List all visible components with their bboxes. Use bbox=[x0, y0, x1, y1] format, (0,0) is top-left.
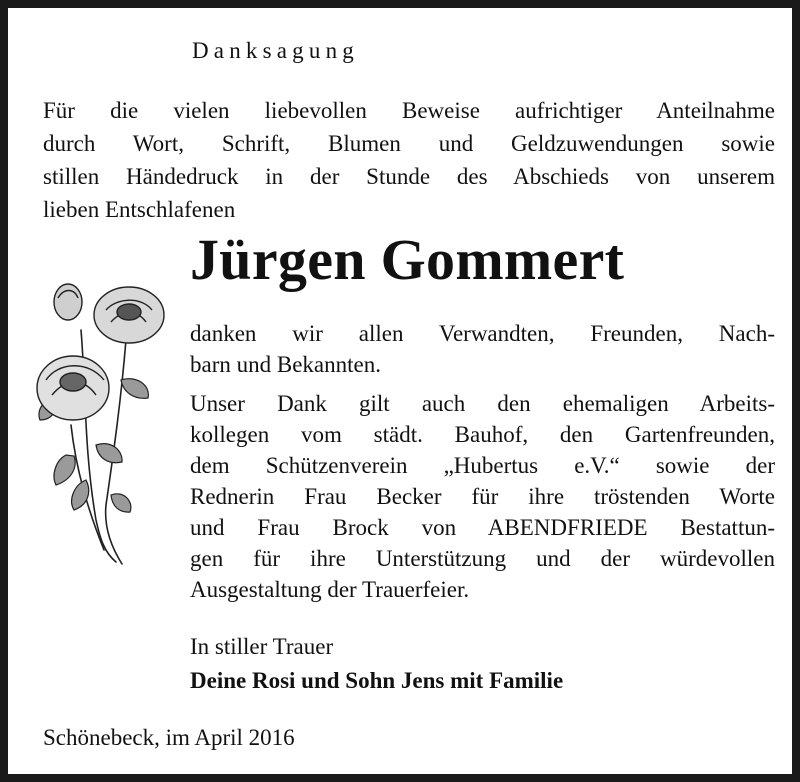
thanks-line: danken wir allen Verwandten, Freunden, Nach- bbox=[190, 321, 775, 346]
family-signature: Deine Rosi und Sohn Jens mit Familie bbox=[190, 668, 564, 693]
thanks-line: und Frau Brock von ABENDFRIEDE Bestattun- bbox=[190, 515, 775, 540]
thanks-line: Ausgestaltung der Trauerfeier. bbox=[190, 577, 470, 602]
thanks-line: Rednerin Frau Becker für ihre tröstenden Worte bbox=[190, 484, 775, 509]
intro-line: Für die vielen liebevollen Beweise aufrichtiger Anteilnahme bbox=[43, 98, 775, 123]
thanks-line: kollegen vom städt. Bauhof, den Gartenfreunden, bbox=[190, 422, 775, 447]
mourning-label: In stiller Trauer bbox=[190, 634, 334, 659]
thanks-line: Unser Dank gilt auch den ehemaligen Arbeits- bbox=[190, 391, 775, 416]
roses-illustration bbox=[26, 280, 186, 570]
thanks-line: dem Schützenverein „Hubertus e.V.“ sowie der bbox=[190, 453, 775, 478]
deceased-name: Jürgen Gommert bbox=[190, 227, 625, 292]
thanks-line: gen für ihre Unterstützung und der würdevollen bbox=[190, 546, 775, 571]
place-date: Schönebeck, im April 2016 bbox=[43, 725, 295, 750]
intro-text bbox=[43, 94, 775, 226]
intro-line: stillen Händedruck in der Stunde des Abschieds von unserem bbox=[43, 164, 775, 189]
thanks-text bbox=[190, 318, 775, 605]
intro-line: durch Wort, Schrift, Blumen und Geldzuwendungen sowie bbox=[43, 131, 775, 156]
thanks-line: barn und Bekannten. bbox=[190, 352, 381, 377]
intro-line: lieben Entschlafenen bbox=[43, 197, 236, 222]
notice-heading: Danksagung bbox=[192, 38, 359, 63]
